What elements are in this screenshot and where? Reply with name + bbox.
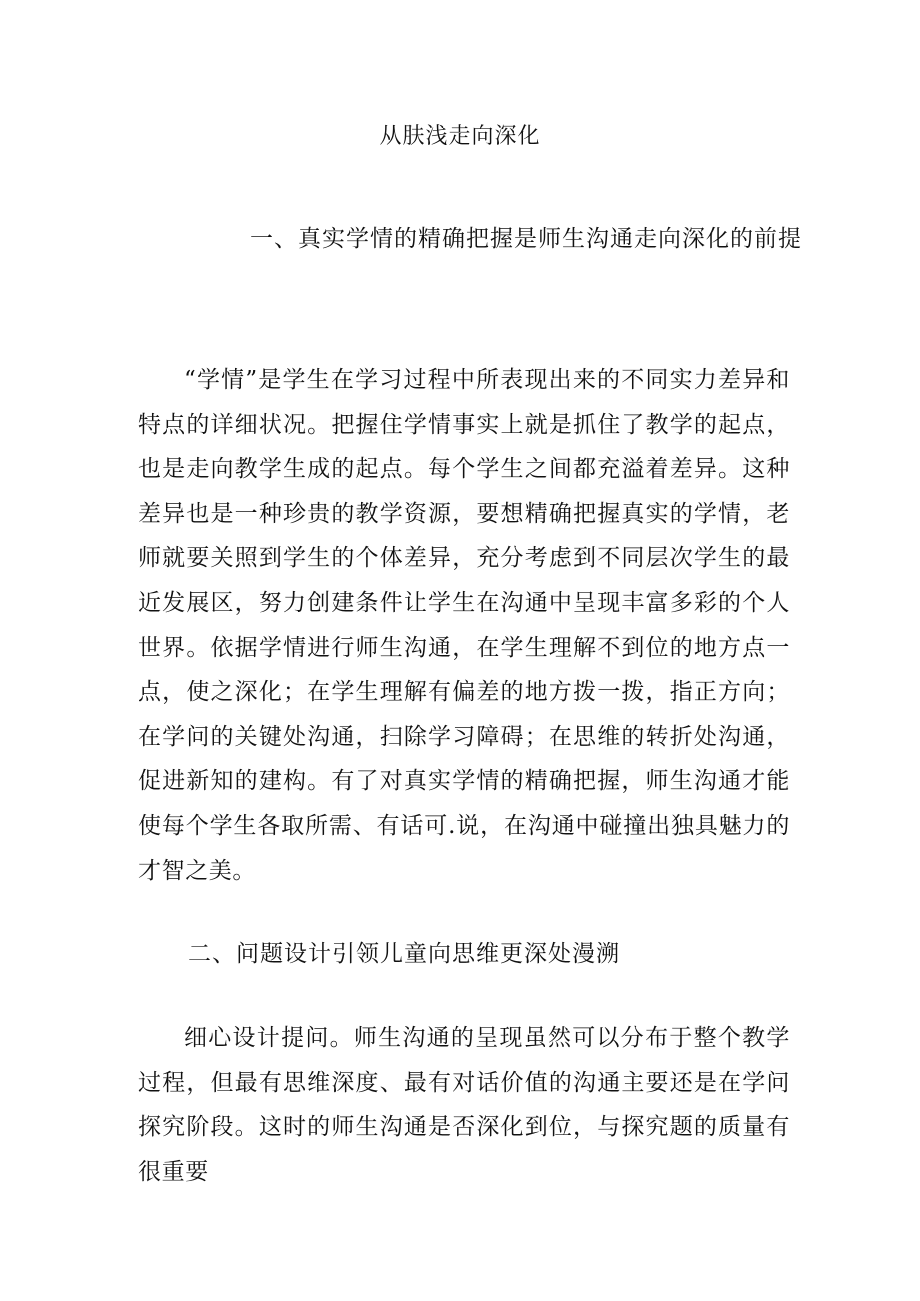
section-1-paragraph: “学情”是学生在学习过程中所表现出来的不同实力差异和特点的详细状况。把握住学情事实上就是抓住了教学的起点，也是走向教学生成的起点。每个学生之间都充溢着差异。这种差异也是一种珍贵的教学资源，要想精确把握真实的学情，老师就要关照到学生的个体差异，充分考虑到不同层次学生的最近发展区，努力创建条件让学生在沟通中呈现丰富多彩的个人世界。依据学情进行师生沟通，在学生理解不到位的地方点一点，使之深化；在学生理解有偏差的地方拨一拨，指正方向；在学问的关键处沟通，扫除学习障碍；在思维的转折处沟通，促进新知的建构。有了对真实学情的精确把握，师生沟通才能使每个学生各取所需、有话可.说，在沟通中碰撞出独具魅力的才智之美。 <box>138 367 790 884</box>
section-1-heading: 一、真实学情的精确把握是师生沟通走向深化的前提 <box>250 226 802 252</box>
document-title: 从肤浅走向深化 <box>379 124 541 149</box>
section-2-paragraph: 细心设计提问。师生沟通的呈现虽然可以分布于整个教学过程，但最有思维深度、最有对话价值的沟通主要还是在学问探究阶段。这时的师生沟通是否深化到位，与探究题的质量有很重要 <box>138 1025 790 1185</box>
section-2-heading: 二、问题设计引领儿童向思维更深处漫溯 <box>188 941 620 967</box>
